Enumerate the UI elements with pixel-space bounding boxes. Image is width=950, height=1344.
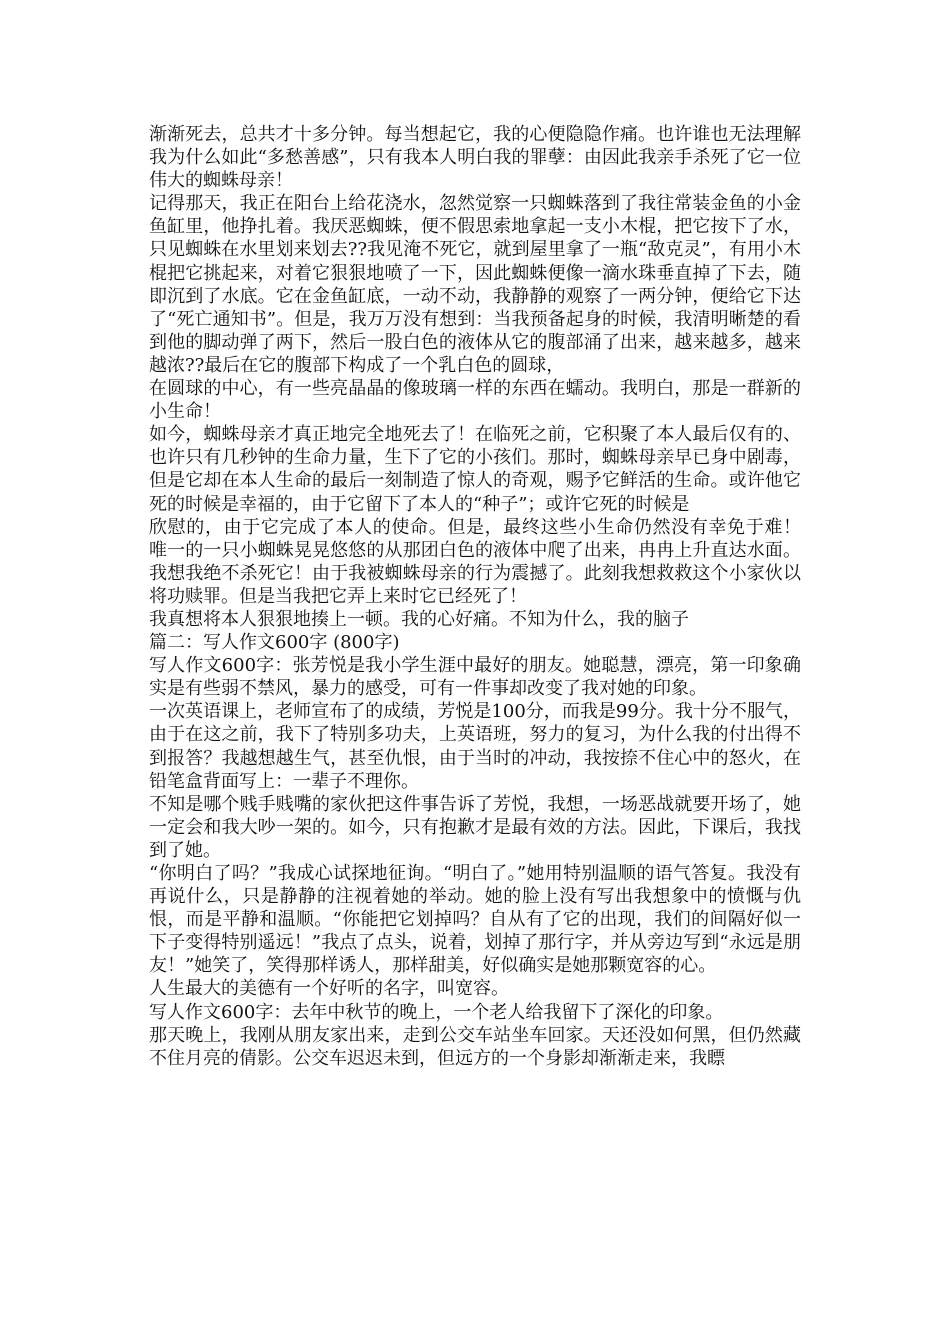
paragraph: 写人作文600字：张芳悦是我小学生涯中最好的朋友。她聪慧，漂亮，第一印象确实是有些弱不禁风，暴力的感受，可有一件事却改变了我对她的印象。 — [149, 655, 801, 700]
paragraph: 我真想将本人狠狠地揍上一顿。我的心好痛。不知为什么，我的脑子 — [149, 608, 689, 630]
paragraph: 不知是哪个贱手贱嘴的家伙把这件事告诉了芳悦，我想，一场恶战就要开场了，她一定会和我大吵一架的。如今，只有抱歉才是最有效的方法。因此，下课后，我找到了她。 — [149, 793, 801, 861]
paragraph: 写人作文600字：去年中秋节的晚上，一个老人给我留下了深化的印象。 — [149, 1001, 724, 1023]
paragraph: 人生最大的美德有一个好听的名字，叫宽容。 — [149, 978, 509, 1000]
paragraph: 那天晚上，我刚从朋友家出来，走到公交车站坐车回家。天还没如何黑，但仍然藏不住月亮的倩影。公交车迟迟未到，但远方的一个身影却渐渐走来，我瞟 — [149, 1024, 801, 1069]
paragraph: 欣慰的，由于它完成了本人的使命。但是，最终这些小生命仍然没有幸免于难！ 唯一的一只小蜘蛛晃晃悠悠的从那团白色的液体中爬了出来，冉冉上升直达水面。我想我绝不杀死它！由于我被蜘蛛母亲的行为震撼了。此刻我想救救这个小家伙以将功赎罪。但是当我把它弄上来时它已经死了！ — [149, 516, 801, 607]
paragraph: 如今，蜘蛛母亲才真正地完全地死去了！在临死之前，它积聚了本人最后仅有的、也许只有几秒钟的生命力量，生下了它的小孩们。那时，蜘蛛母亲早已身中剧毒，但是它却在本人生命的最后一刻制造了惊人的奇观，赐予它鲜活的生命。或许他它死的时候是幸福的，由于它留下了本人的“种子”；或许它死的时候是 — [149, 424, 801, 515]
paragraph: “你明白了吗？”我成心试探地征询。“明白了。”她用特别温顺的语气答复。我没有再说什么，只是静静的注视着她的举动。她的脸上没有写出我想象中的愤慨与仇恨，而是平静和温顺。“你能把它划掉吗？自从有了它的出现，我们的间隔好似一下子变得特别遥远！”我点了点头，说着，划掉了那行字，并从旁边写到“永远是朋友！”她笑了，笑得那样诱人，那样甜美，好似确实是她那颗宽容的心。 — [149, 863, 801, 977]
paragraph: 一次英语课上，老师宣布了的成绩，芳悦是100分，而我是99分。我十分不服气，由于在这之前，我下了特别多功夫，上英语班，努力的复习，为什么我的付出得不到报答？我越想越生气，甚至仇恨，由于当时的冲动，我按捺不住心中的怒火，在铅笔盒背面写上：一辈子不理你。 — [149, 701, 801, 792]
document-body — [149, 123, 801, 1070]
paragraph: 记得那天，我正在阳台上给花浇水，忽然觉察一只蜘蛛落到了我往常装金鱼的小金鱼缸里，他挣扎着。我厌恶蜘蛛，便不假思索地拿起一支小木棍，把它按下了水，只见蜘蛛在水里划来划去??我见淹不死它，就到屋里拿了一瓶“敌克灵”，有用小木棍把它挑起来，对着它狠狠地喷了一下，因此蜘蛛便像一滴水珠垂直掉了下去，随即沉到了水底。它在金鱼缸底，一动不动，我静静的观察了一两分钟，便给它下达了“死亡通知书”。但是，我万万没有想到：当我预备起身的时候，我清明晰楚的看到他的脚动弹了两下，然后一股白色的液体从它的腹部涌了出来，越来越多，越来越浓??最后在它的腹部下构成了一个乳白色的圆球， — [149, 193, 801, 376]
paragraph: 渐渐死去，总共才十多分钟。每当想起它，我的心便隐隐作痛。也许谁也无法理解我为什么如此“多愁善感”，只有我本人明白我的罪孽：由因此我亲手杀死了它一位伟大的蜘蛛母亲！ — [149, 124, 801, 192]
section-heading: 篇二：写人作文600字 (800字) — [149, 632, 400, 654]
paragraph: 在圆球的中心，有一些亮晶晶的像玻璃一样的东西在蠕动。我明白，那是一群新的小生命！ — [149, 378, 801, 423]
